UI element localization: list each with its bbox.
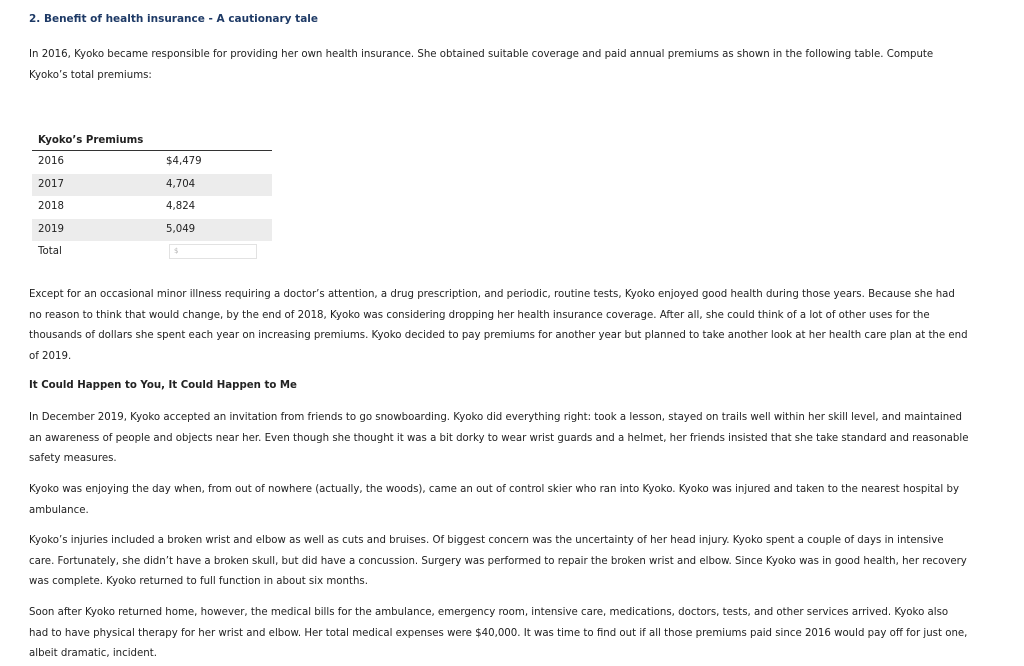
row-amount: $4,479: [166, 156, 202, 167]
total-label: Total: [38, 246, 62, 257]
currency-prefix: $: [174, 247, 179, 255]
total-row: [32, 241, 272, 264]
row-year: 2019: [38, 223, 64, 235]
paragraph-accident: Kyoko was enjoying the day when, from out of nowhere (actually, the woods), came an out of control skier who ran into Kyoko. Kyoko was injured and taken to the nearest hospital by ambulance.: [29, 484, 959, 516]
paragraph-health: Except for an occasional minor illness requiring a doctor’s attention, a drug prescription, and periodic, routine tests, Kyoko enjoyed good health during those years. Because she had no reason to think that would change, by the end of 2018, Kyoko was considering dropping her health insurance coverage. After all, she could think of a lot of other uses for the thousands of dollars she spent each year on increasing premiums. Kyoko decided to pay premiums for another year but planned to take another look at her health care plan at the end of 2019.: [29, 289, 968, 362]
row-amount: 4,824: [166, 201, 196, 212]
row-year: 2017: [38, 178, 64, 190]
table-row: [32, 196, 272, 219]
row-year: 2018: [38, 201, 64, 212]
section-subheading: It Could Happen to You, It Could Happen to Me: [29, 380, 297, 391]
premiums-table: [32, 134, 272, 264]
paragraph-snowboarding: In December 2019, Kyoko accepted an invitation from friends to go snowboarding. Kyoko did everything right: took a lesson, stayed on trails well within her skill level, and maintained an awareness of people and objects near her. Even though she thought it was a bit dorky to wear wrist guards and a helmet, her friends insisted that she take standard and reasonable safety measures.: [29, 412, 969, 464]
table-row: [32, 219, 272, 242]
paragraph-bills: Soon after Kyoko returned home, however, the medical bills for the ambulance, emergency room, intensive care, medications, doctors, tests, and other services arrived. Kyoko also had to have physical therapy for her wrist and elbow. Her total medical expenses were $40,000. It was time to find out if all those premiums paid since 2016 would pay off for just one, albeit dramatic, incident.: [29, 607, 968, 659]
paragraph-injuries: Kyoko’s injuries included a broken wrist and elbow as well as cuts and bruises. Of biggest concern was the uncertainty of her head injury. Kyoko spent a couple of days in intensive care. Fortunately, she didn’t have a broken skull, but did have a concussion. Surgery was performed to repair the broken wrist and elbow. Since Kyoko was in good health, her recovery was complete. Kyoko returned to full function in about six months.: [29, 535, 967, 587]
row-year: 2016: [38, 156, 64, 167]
intro-paragraph: In 2016, Kyoko became responsible for providing her own health insurance. She obtained suitable coverage and paid annual premiums as shown in the following table. Compute Kyoko’s total premiums:: [29, 49, 934, 81]
table-row: [32, 174, 272, 197]
total-premiums-input[interactable]: [169, 244, 257, 259]
question-heading: 2. Benefit of health insurance - A cautionary tale: [29, 13, 319, 25]
table-row: [32, 151, 272, 174]
table-title: Kyoko’s Premiums: [32, 134, 272, 151]
row-amount: 5,049: [166, 223, 196, 235]
row-amount: 4,704: [166, 178, 196, 190]
